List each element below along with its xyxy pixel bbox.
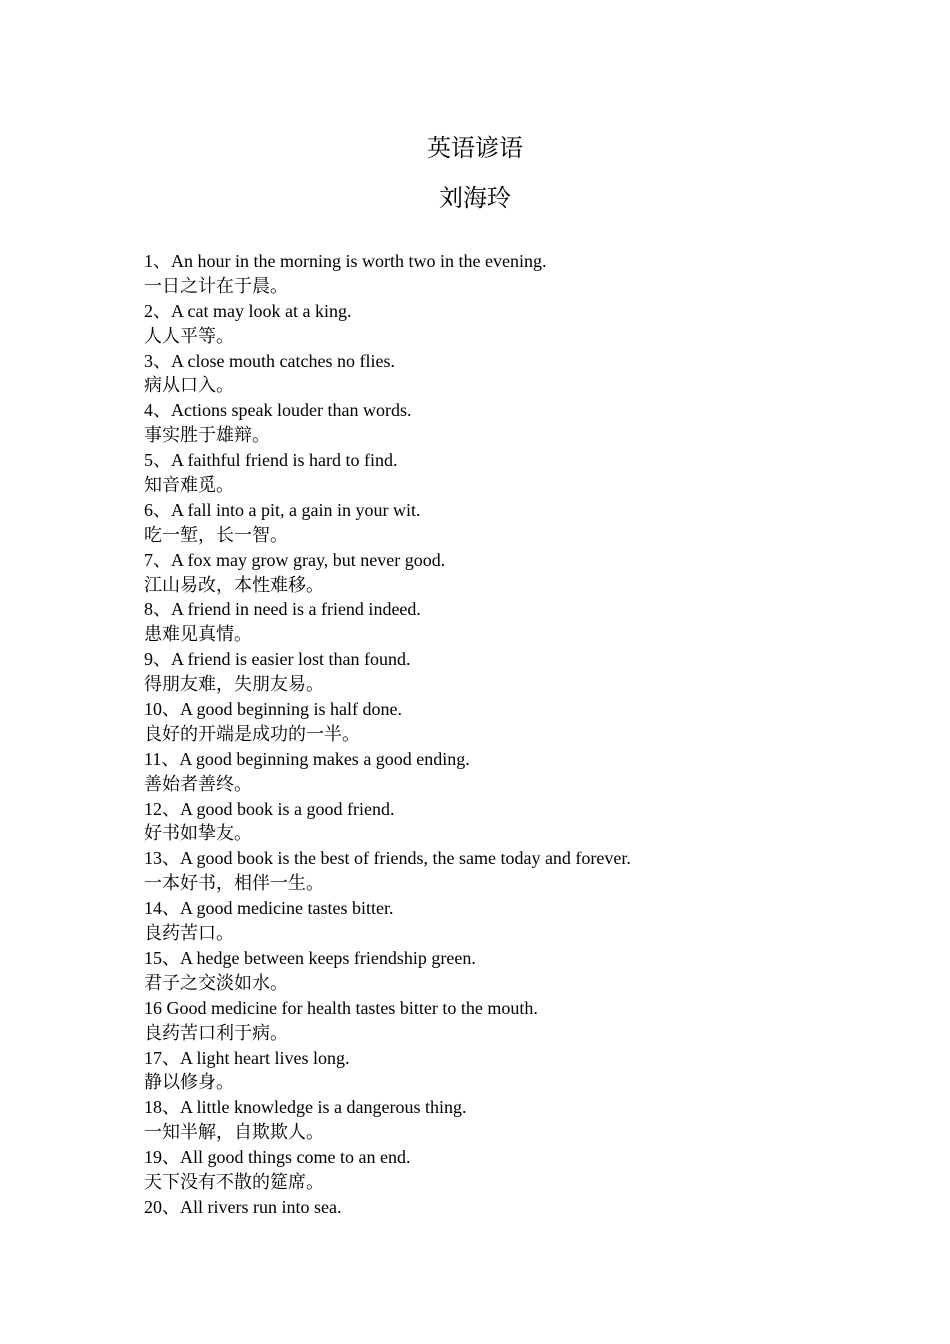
proverb-english: 8、A friend in need is a friend indeed. (144, 599, 421, 620)
proverb-chinese: 一日之计在于晨。 (144, 275, 288, 296)
proverb-english: 1、An hour in the morning is worth two in the evening. (144, 251, 547, 271)
proverb-english: 4、Actions speak louder than words. (144, 400, 412, 421)
proverb-english: 2、A cat may look at a king. (144, 300, 352, 321)
proverb-chinese: 知音难觅。 (144, 475, 234, 496)
proverb-chinese: 静以修身。 (144, 1072, 234, 1093)
proverb-chinese: 良药苦口。 (144, 923, 234, 944)
proverb-chinese: 好书如挚友。 (144, 823, 252, 844)
proverb-english: 11、A good beginning makes a good ending. (144, 748, 470, 769)
proverb-english: 19、All good things come to an end. (144, 1147, 411, 1168)
proverb-chinese: 得朋友难，失朋友易。 (144, 674, 324, 695)
proverb-english: 15、A hedge between keeps friendship green. (144, 947, 476, 968)
proverb-english: 18、A little knowledge is a dangerous thing. (144, 1097, 467, 1118)
proverb-english: 10、A good beginning is half done. (144, 699, 402, 720)
proverb-list (144, 249, 864, 1220)
proverb-chinese: 一本好书，相伴一生。 (144, 873, 324, 894)
proverb-chinese: 病从口入。 (144, 375, 234, 396)
proverb-chinese: 事实胜于雄辩。 (144, 425, 270, 446)
document-author: 刘海玲 (439, 186, 511, 212)
proverb-chinese: 一知半解，自欺欺人。 (144, 1122, 324, 1143)
proverb-english: 20、All rivers run into sea. (144, 1196, 342, 1217)
proverb-english: 9、A friend is easier lost than found. (144, 649, 411, 670)
proverb-chinese: 天下没有不散的筵席。 (144, 1171, 324, 1192)
proverb-chinese: 良药苦口利于病。 (144, 1022, 288, 1043)
document-title: 英语谚语 (427, 136, 523, 162)
proverb-english: 14、A good medicine tastes bitter. (144, 898, 394, 919)
proverb-chinese: 江山易改，本性难移。 (144, 574, 324, 595)
proverb-chinese: 人人平等。 (144, 325, 234, 346)
proverb-chinese: 良好的开端是成功的一半。 (144, 723, 360, 744)
proverb-english: 3、A close mouth catches no flies. (144, 350, 395, 371)
proverb-english: 5、A faithful friend is hard to find. (144, 450, 398, 471)
proverb-english: 7、A fox may grow gray, but never good. (144, 549, 446, 570)
proverb-english: 12、A good book is a good friend. (144, 798, 395, 819)
proverb-english: 13、A good book is the best of friends, the same today and forever. (144, 848, 631, 869)
proverb-chinese: 患难见真情。 (144, 624, 252, 645)
proverb-english: 6、A fall into a pit, a gain in your wit. (144, 499, 421, 520)
proverb-chinese: 君子之交淡如水。 (144, 972, 288, 993)
proverb-english: 16 Good medicine for health tastes bitter to the mouth. (144, 997, 538, 1018)
proverb-chinese: 善始者善终。 (144, 773, 252, 794)
proverb-english: 17、A light heart lives long. (144, 1047, 350, 1068)
proverb-chinese: 吃一堑，长一智。 (144, 524, 288, 545)
